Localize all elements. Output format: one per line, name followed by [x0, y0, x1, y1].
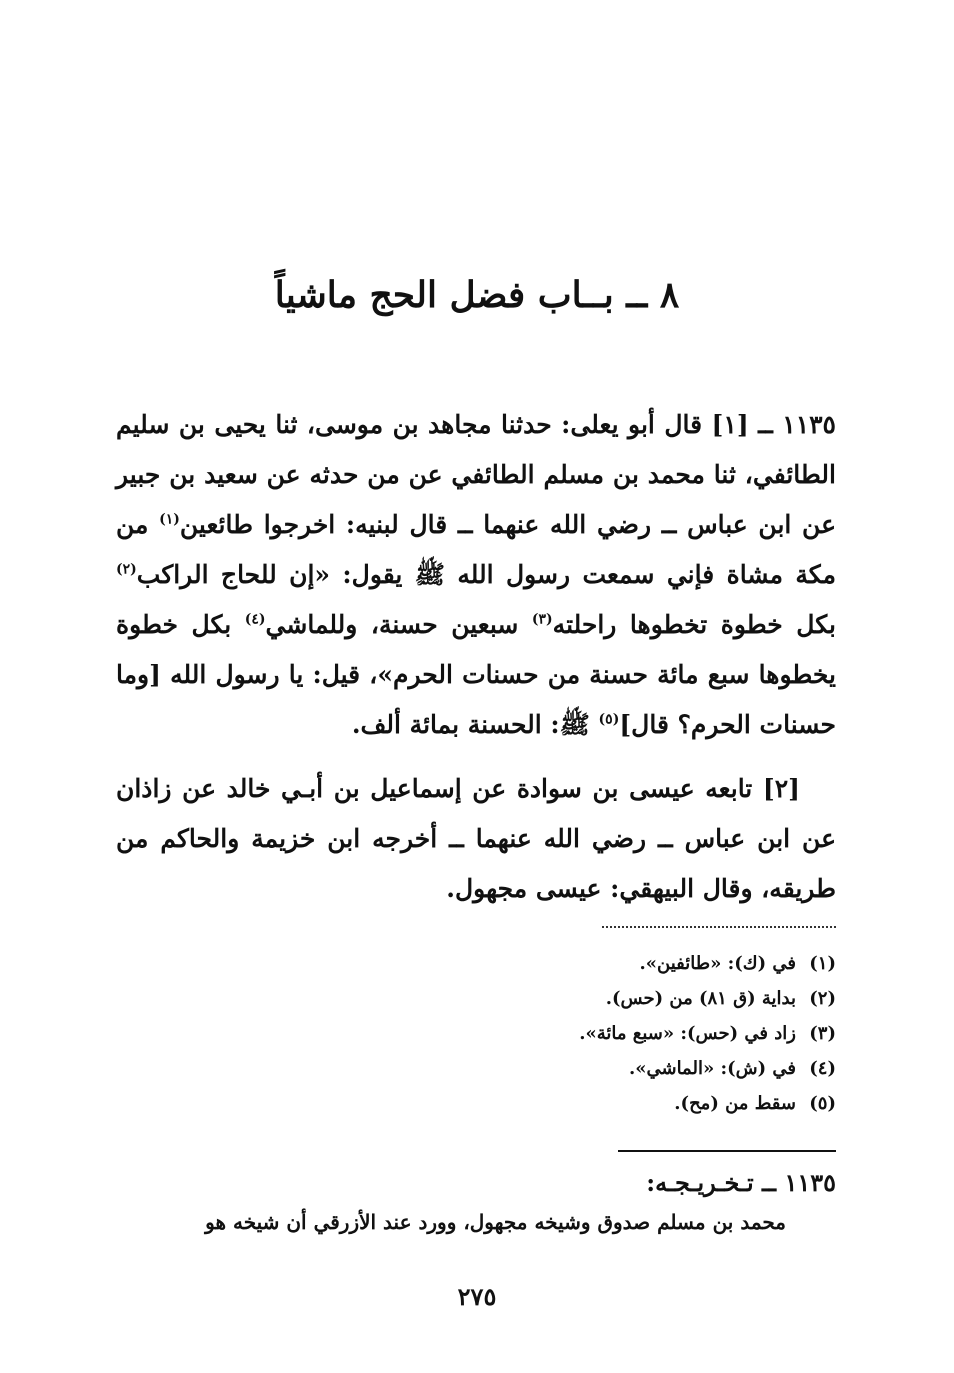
footnote-item: [436, 981, 836, 1016]
footnote-marker-5: (٥): [598, 711, 620, 728]
hadith-text: [116, 400, 836, 914]
footnote-number: (٣): [809, 1023, 836, 1044]
footnote-text: زاد في (حس): «سبع مائة».: [579, 1023, 796, 1044]
footnote-marker-2: (٢): [116, 561, 137, 578]
footnote-text: بداية (ق ٨١) من (حس).: [605, 988, 796, 1009]
footnote-number: (٥): [809, 1093, 836, 1114]
footnote-marker-4: (٤): [244, 611, 266, 628]
footnote-number: (١): [809, 953, 836, 974]
footnote-number: (٤): [809, 1058, 836, 1079]
hadith-paragraph-1: [116, 400, 836, 750]
hadith-text-segment: ١١٣٥ ــ [١] قال أبو يعلى: حدثنا مجاهد بن موسى، ثنا يحيى بن سليم الطائفي، ثنا محمد بن مسلم الطائفي عن من حدثه عن سعيد بن جبير عن ابن عباس ــ رضي الله عنهما ــ قال لبنيه: اخرجوا طائعين: [116, 410, 836, 539]
footnote-text: في (ك): «طائفين».: [639, 953, 796, 974]
footnote-marker-1: (١): [159, 511, 180, 528]
footnote-item: [436, 1086, 836, 1121]
footnote-number: (٢): [809, 988, 836, 1009]
takhrij-heading: ١١٣٥ ــ تـخـريـجـه:: [646, 1168, 836, 1197]
footnote-item: [436, 946, 836, 981]
hadith-text-segment: بكل خطوة يخطوها سبع مائة حسنة من حسنات الحرم»، قيل: يا رسول الله [وما حسنات الحرم؟ قال]: [116, 610, 836, 739]
takhrij-text: محمد بن مسلم صدوق وشيخه مجهول، وورد عند الأزرقي أن شيخه هو: [205, 1210, 786, 1234]
chapter-title: ٨ ــ بــاب فضل الحج ماشياً: [274, 274, 680, 316]
footnote-text: في (ش): «الماشي».: [628, 1058, 796, 1079]
page-number: ٢٧٥: [457, 1282, 497, 1311]
hadith-paragraph-2: [116, 764, 836, 914]
footnote-marker-3: (٣): [531, 611, 553, 628]
hadith-text-segment: من مكة مشاة فإني سمعت رسول الله ﷺ يقول: «إن للحاج الراكب: [116, 510, 836, 589]
hadith-text-segment: بكل خطوة تخطوها راحلته: [552, 610, 836, 639]
footnote-separator: [602, 926, 836, 928]
takhrij-separator: [618, 1150, 836, 1152]
footnote-item: [436, 1051, 836, 1086]
footnote-text: سقط من (مح).: [674, 1093, 796, 1114]
hadith-text-segment: سبعين حسنة، وللماشي: [265, 610, 532, 639]
hadith-text-segment: ﷺ: الحسنة بمائة ألف.: [351, 710, 599, 739]
footnote-item: [436, 1016, 836, 1051]
footnotes: [436, 946, 836, 1121]
hadith-text-segment: [٢] تابعه عيسى بن سوادة عن إسماعيل بن أبـي خالد عن زاذان عن ابن عباس ــ رضي الله عنهما ــ أخرجه ابن خزيمة والحاكم من طريقه، وقال البيهقي: عيسى مجهول.: [116, 774, 836, 903]
